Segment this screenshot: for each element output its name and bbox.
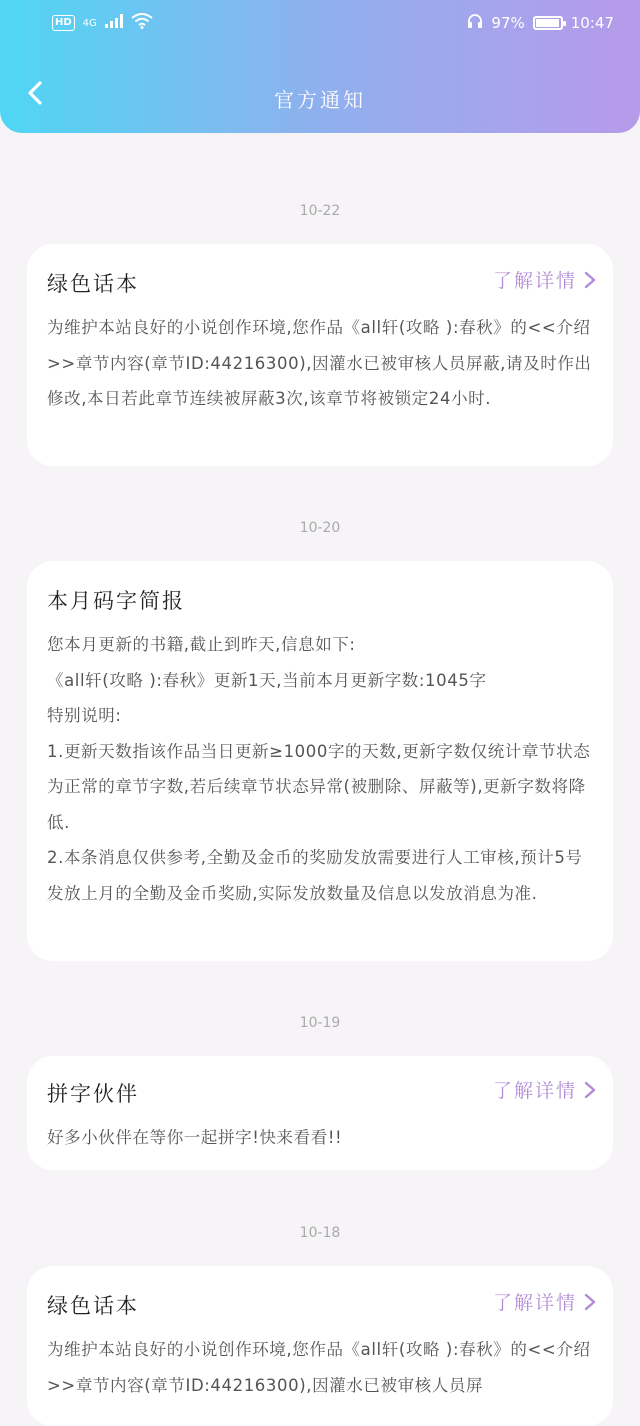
notice-date: 10-22 [299, 203, 341, 219]
signal-icon [105, 14, 123, 32]
body-paragraph: 1.更新天数指该作品当日更新≥1000字的天数,更新字数仅统计章节状态为正常的章节字数,若后续章节状态异常(被删除、屏蔽等),更新字数将降低. [47, 741, 591, 832]
body-paragraph: 特别说明: [47, 706, 122, 725]
detail-label: 了解详情 [492, 1292, 577, 1314]
nav-bar [0, 66, 640, 126]
body-paragraph: 2.本条消息仅供参考,全勤及金币的奖励发放需要进行人工审核,预计5号发放上月的全勤及金币奖励,实际发放数量及信息以发放消息为准. [47, 848, 583, 903]
notice-body [47, 1332, 597, 1403]
detail-link[interactable] [493, 266, 597, 293]
detail-label: 了解详情 [492, 1080, 577, 1102]
network-type: 4G [82, 17, 97, 29]
notice-body [47, 1120, 597, 1156]
notice-body [47, 627, 597, 911]
body-paragraph: 您本月更新的书籍,截止到昨天,信息如下: [47, 635, 356, 654]
notice-card[interactable] [27, 561, 613, 961]
wifi-icon [131, 13, 153, 33]
status-right [467, 13, 614, 33]
clock: 10:47 [570, 14, 614, 32]
body-paragraph: 为维护本站良好的小说创作环境,您作品《all轩(攻略 ):春秋》的<<介绍>>章节内容(章节ID:44216300),因灌水已被审核人员屏 [47, 1340, 591, 1395]
body-paragraph: 《all轩(攻略 ):春秋》更新1天,当前本月更新字数:1045字 [47, 670, 487, 690]
hd-badge: HD [52, 15, 75, 31]
notice-date: 10-20 [299, 520, 341, 536]
notice-date: 10-18 [299, 1225, 341, 1241]
notice-title: 本月码字简报 [47, 589, 185, 613]
headphone-icon [467, 13, 483, 33]
body-paragraph: 为维护本站良好的小说创作环境,您作品《all轩(攻略 ):春秋》的<<介绍>>章节内容(章节ID:44216300),因灌水已被审核人员屏蔽,请及时作出修改,本日若此章节连续被屏蔽3次,该章节将被锁定24小时. [47, 318, 592, 408]
chevron-right-icon [583, 1080, 597, 1100]
header [0, 0, 640, 133]
notice-card[interactable] [27, 244, 613, 466]
detail-label: 了解详情 [492, 270, 577, 292]
chevron-right-icon [583, 1292, 597, 1312]
notice-card[interactable] [27, 1056, 613, 1170]
status-bar [0, 0, 640, 50]
notice-title: 拼字伙伴 [47, 1082, 139, 1106]
notice-card[interactable] [27, 1266, 613, 1426]
body-paragraph: 好多小伙伴在等你一起拼字!快来看看!! [47, 1128, 343, 1147]
page-title: 官方通知 [274, 88, 366, 112]
detail-link[interactable] [493, 1288, 597, 1315]
battery-icon [533, 16, 563, 30]
status-left [52, 13, 153, 33]
notice-title: 绿色话本 [47, 1294, 139, 1318]
notice-date: 10-19 [299, 1015, 341, 1031]
detail-link[interactable] [493, 1076, 597, 1103]
notice-body [47, 310, 597, 417]
notice-title: 绿色话本 [47, 272, 139, 296]
battery-percent: 97% [491, 14, 525, 32]
chevron-right-icon [583, 270, 597, 290]
